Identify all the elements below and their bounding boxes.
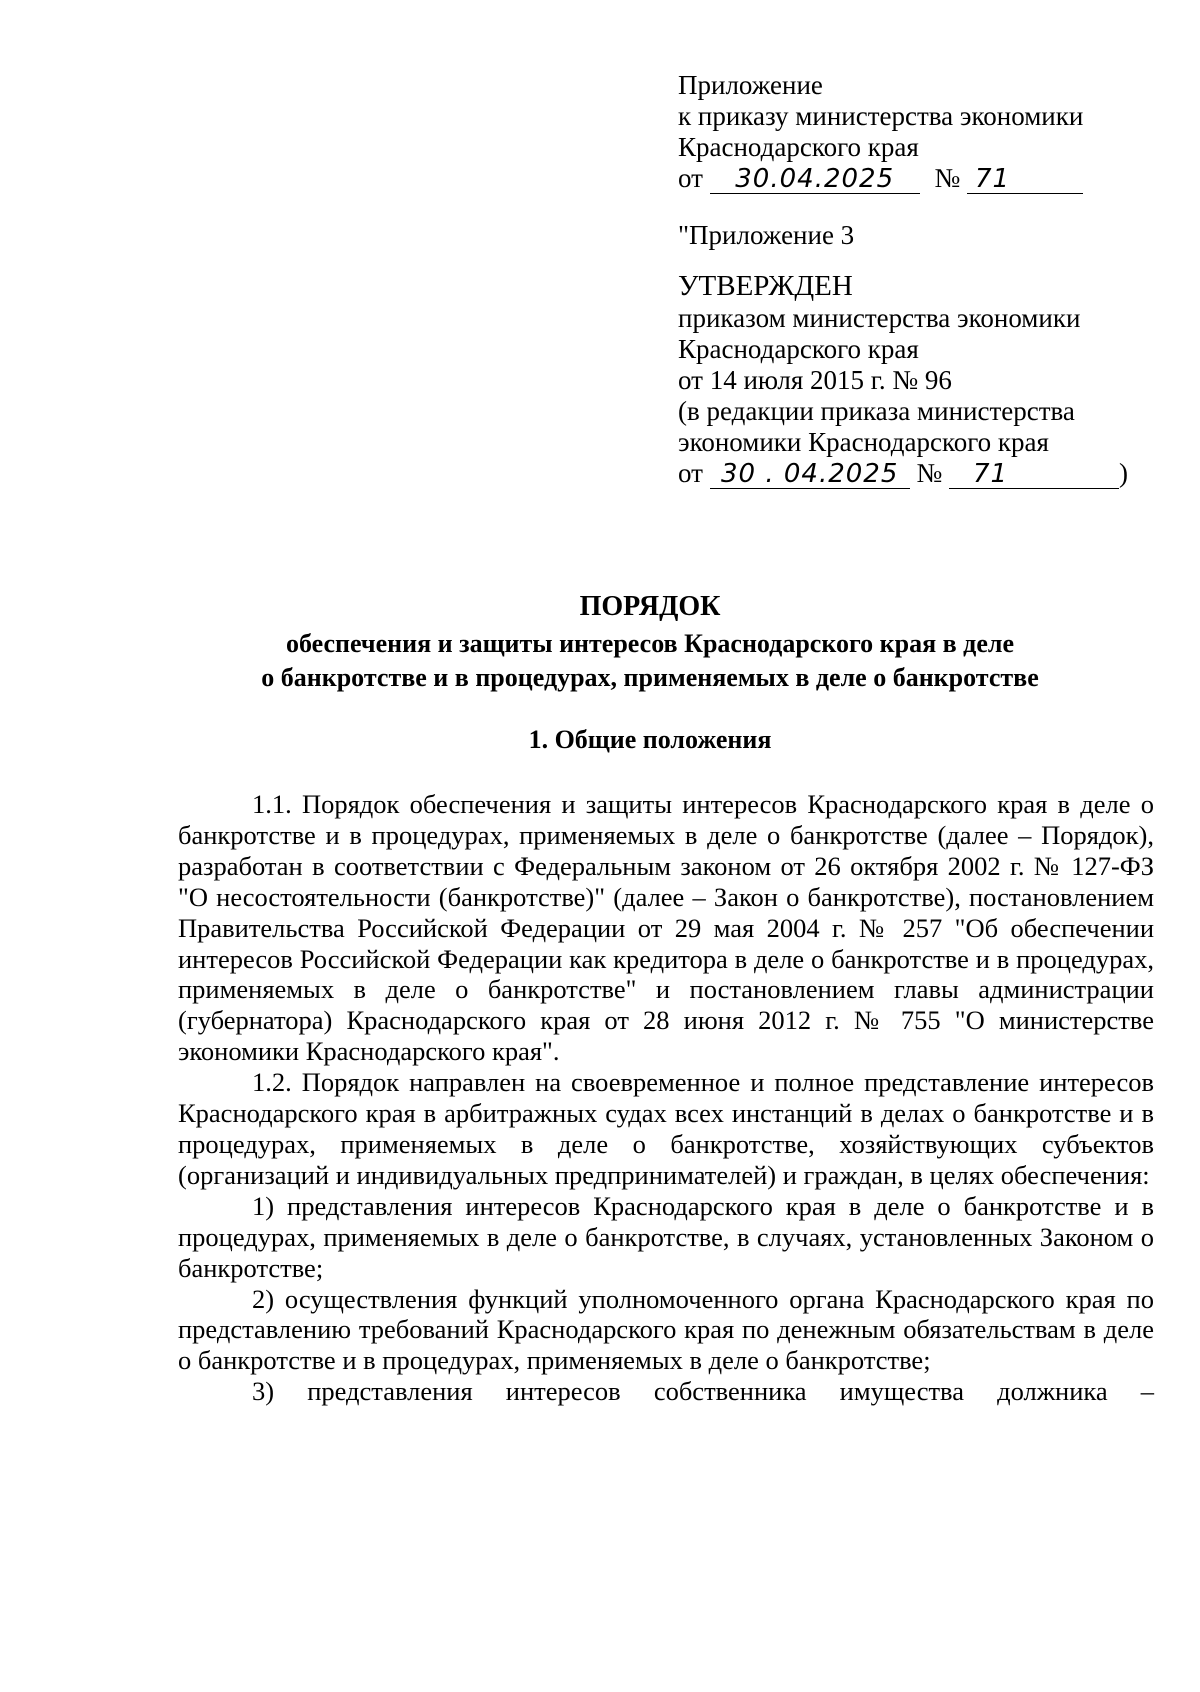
date-prefix: от — [678, 163, 703, 193]
paragraph: 3) представления интересов собственника имущества должника – — [252, 1376, 1154, 1407]
header-line: Краснодарского края — [678, 132, 919, 162]
approved-line: экономики Краснодарского края — [678, 427, 1049, 457]
document-subtitle — [170, 627, 1130, 695]
approved-line: Краснодарского края — [678, 334, 919, 364]
header-date-line — [678, 163, 1148, 194]
date-prefix: от — [678, 458, 703, 488]
subtitle-line: о банкротстве и в процедурах, применяемых в деле о банкротстве — [261, 663, 1039, 692]
approved-line: от 14 июля 2015 г. № 96 — [678, 365, 952, 395]
header-line: Приложение — [678, 70, 823, 100]
approved-date-line — [678, 458, 1148, 489]
handwritten-number: 71 — [949, 460, 1119, 489]
paragraph: 1.1. Порядок обеспечения и защиты интересов Краснодарского края в деле о банкротстве и в процедурах, применяемых в деле о банкротстве (далее – Порядок), разработан в соответствии с Федеральным законом от 26 октября 2002 г. № 127-ФЗ "О несостоятельности (банкротстве)" (далее – Закон о банкротстве), постановлением Правительства Российской Федерации от 29 мая 2004 г. № 257 "Об обеспечении интересов Российской Федерации как кредитора в деле о банкротстве и в процедурах, применяемых в деле о банкротстве" и постановлением главы администрации (губернатора) Краснодарского края от 28 июня 2012 г. № 755 "О министерстве экономики Краснодарского края". — [178, 789, 1154, 1067]
number-prefix: № — [934, 163, 961, 193]
header-block — [678, 70, 1148, 489]
header-line: к приказу министерства экономики — [678, 101, 1084, 131]
number-prefix: № — [916, 458, 943, 488]
section-title: 1. Общие положения — [528, 725, 772, 754]
paragraph: 1) представления интересов Краснодарского края в деле о банкротстве и в процедурах, применяемых в деле о банкротстве, в случаях, установленных Законом о банкротстве; — [178, 1190, 1154, 1283]
paragraph: 2) осуществления функций уполномоченного органа Краснодарского края по представлению требований Краснодарского края по денежным обязательствам в деле о банкротстве и в процедурах, применяемых в деле о банкротстве; — [178, 1283, 1154, 1376]
subtitle-line: обеспечения и защиты интересов Краснодарского края в деле — [285, 629, 1014, 658]
closing-parenthesis: ) — [1118, 458, 1128, 488]
handwritten-number: 71 — [967, 165, 1083, 194]
handwritten-date: 30 . 04.2025 — [710, 460, 910, 489]
section-body — [178, 789, 1154, 1407]
paragraph: 1.2. Порядок направлен на своевременное и полное представление интересов Краснодарского края в арбитражных судах всех инстанций в делах о банкротстве и в процедурах, применяемых в деле о банкротстве, хозяйствующих субъектов (организаций и индивидуальных предпринимателей) и граждан, в целях обеспечения: — [178, 1067, 1154, 1190]
appendix-label: "Приложение 3 — [678, 220, 855, 250]
approved-label: УТВЕРЖДЕН — [678, 270, 853, 302]
document-title: ПОРЯДОК — [579, 591, 721, 622]
approved-line: (в редакции приказа министерства — [678, 396, 1075, 426]
approved-line: приказом министерства экономики — [678, 303, 1081, 333]
handwritten-date: 30.04.2025 — [710, 165, 920, 194]
